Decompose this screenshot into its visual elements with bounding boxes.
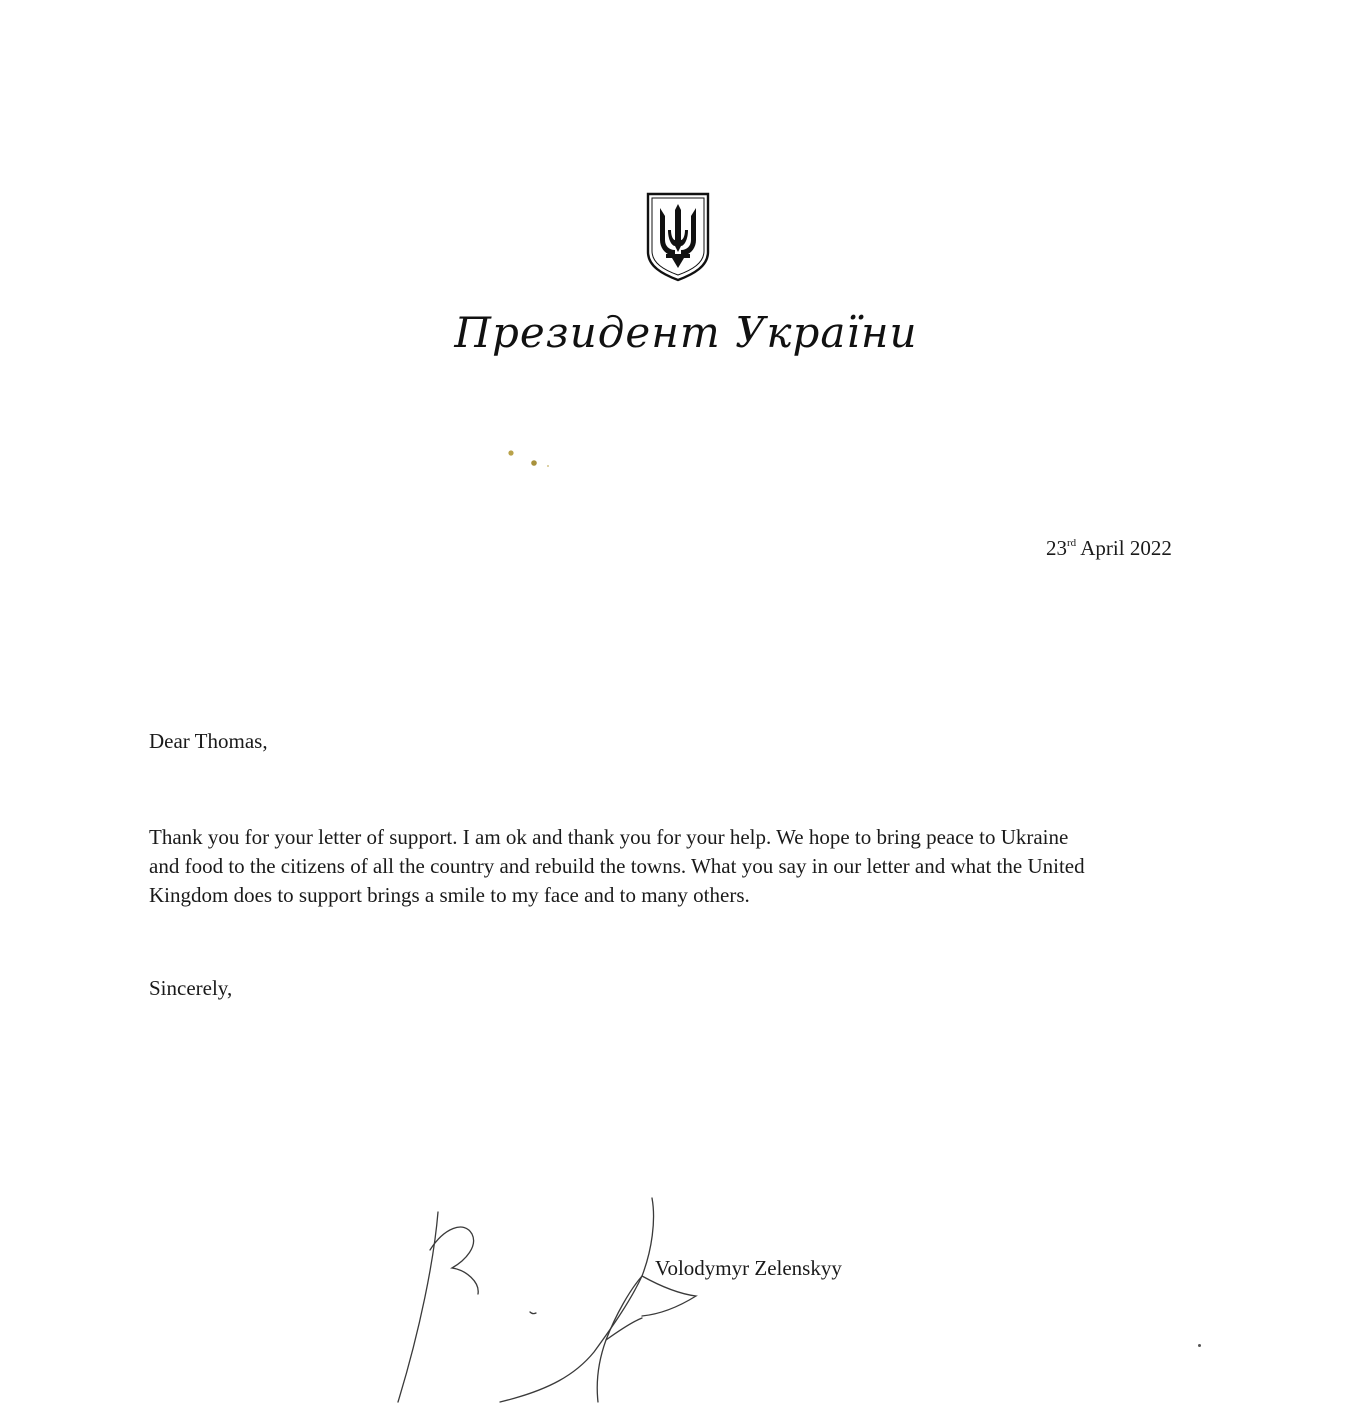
body-line: Kingdom does to support brings a smile to my face and to many others. — [149, 883, 750, 907]
ukraine-trident-coat-of-arms-icon — [644, 190, 712, 282]
date-day: 23 — [1046, 536, 1067, 560]
signer-name: Volodymyr Zelenskyy — [655, 1256, 842, 1280]
salutation: Dear Thomas, — [149, 729, 268, 753]
letter-date — [1046, 536, 1172, 561]
paper-speck — [1198, 1344, 1201, 1347]
letter-body — [149, 823, 1189, 910]
letterhead-title: Президент України — [454, 308, 918, 357]
date-month-year: April 2022 — [1076, 536, 1172, 560]
date-suffix: rd — [1067, 537, 1077, 549]
closing: Sincerely, — [149, 976, 233, 1000]
paper-specks — [500, 444, 560, 474]
body-line: Thank you for your letter of support. I am ok and thank you for your help. We hope to bring peace to Ukraine — [149, 825, 1069, 849]
handwritten-signature-icon — [380, 1190, 700, 1404]
body-line: and food to the citizens of all the country and rebuild the towns. What you say in our letter and what the United — [149, 854, 1085, 878]
